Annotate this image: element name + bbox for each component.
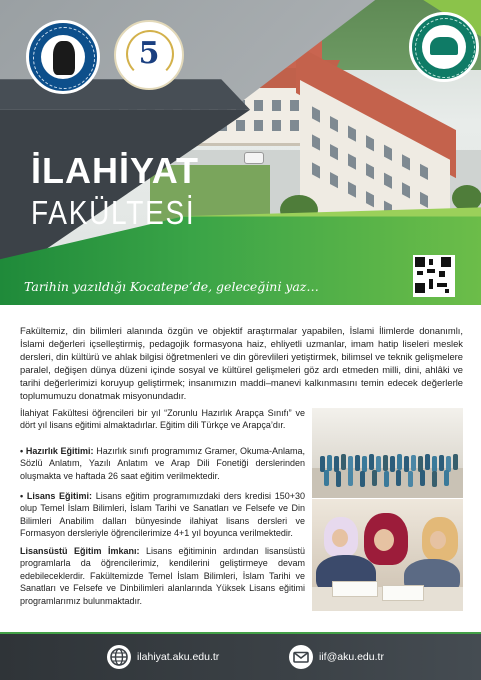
slogan: Tarihi̇n yazıldığı Kocatepe’de, geleceği̇ni̇ yaz…	[24, 279, 319, 294]
undergraduate-education-text: Lisans eğitim programımızdaki ders kredisi 150+30 olup Temel İslam Bilimleri, İslam Tarihi ve Sanatları ve Felsefe ve Din Bilimleri Anabilim dalları bünyesinde ilahiyat lisans dersleri ve Formasyon dersleriyle öğrencilerimize 4+1 yıl boyunca verilmektedir.	[20, 491, 305, 539]
preparatory-education-text: Hazırlık sınıfı programımız Gramer, Okuma-Anlama, Sözlü Anlatım, Yazılı Anlatım ve Arap Dili Fonetiği derslerinden oluşmakta ve haftada 26 saat eğitim verilmektedir.	[20, 446, 305, 481]
website-link[interactable]: ilahiyat.aku.edu.tr	[137, 651, 220, 663]
qr-code-icon[interactable]	[413, 255, 455, 297]
anniversary-5-logo: 5	[114, 20, 184, 90]
university-seal-logo	[26, 20, 100, 94]
undergraduate-education-label: • Lisans Eğitimi:	[20, 491, 93, 501]
car	[244, 152, 264, 164]
faculty-seal-logo	[409, 12, 479, 82]
intro-paragraph: Fakültemiz, din bilimleri alanında özgün ve objektif araştırmalar yapabilen, İslami İlimlerde donanımlı, İslami değerleri içselleştirmiş, pedagojik formasyona haiz, ehliyetli uzmanlar, imam hatip liseleri meslek dersleri, din kültürü ve ahlak bilgisi öğretmenleri ve din görevlileri yetiştirmek, bilimsel ve teknik gelişmelere paralel, değişen dünya düzeni içinde sosyal ve kültürel gelişmeleri göz ardı etmeden milli, dini, ahlâki ve tarihi değerlerimizi koruyup geliştirmek; insanımızın maddi–manevi kalkınmasını temin edecek değerlerle toplumumuzu donatmak misyonundadır.	[20, 325, 463, 401]
footer	[0, 634, 481, 680]
undergraduate-education-paragraph	[20, 490, 305, 540]
email-link[interactable]: iif@aku.edu.tr	[319, 651, 384, 663]
graduate-education-paragraph	[20, 545, 305, 607]
globe-icon	[107, 645, 131, 669]
faculty-title-line1: İLAHİYAT	[31, 150, 200, 191]
faculty-title-line2: FAKÜLTESİ	[31, 194, 196, 231]
tree	[452, 185, 481, 211]
graduate-education-label: Lisansüstü Eğitim İmkanı:	[20, 546, 140, 556]
preparatory-education-paragraph	[20, 445, 305, 482]
hero-banner	[0, 0, 481, 305]
preparatory-education-label: • Hazırlık Eğitimi:	[20, 446, 94, 456]
envelope-icon	[289, 645, 313, 669]
group-photo	[312, 408, 463, 498]
program-overview-paragraph: İlahiyat Fakültesi öğrencileri bir yıl “Zorunlu Hazırlık Arapça Sınıfı” ve dört yıl lisans eğitimi almaktadırlar. Eğitim dili Türkçe ve Arapça’dır.	[20, 408, 305, 431]
students-reading-photo	[312, 499, 463, 611]
graduate-education-text: Lisans eğitiminin ardından lisansüstü programlarla da öğrencilerimiz, kendilerini geliştirmeye devam edebileceklerdir. Fakültemizde Temel İslam Bilimleri, İslam Tarihi ve Sanatları ve Felsefe ve Dinbilimleri alanlarında Yüksek Lisans eğitimi programlarımız bulunmaktadır.	[20, 546, 305, 606]
